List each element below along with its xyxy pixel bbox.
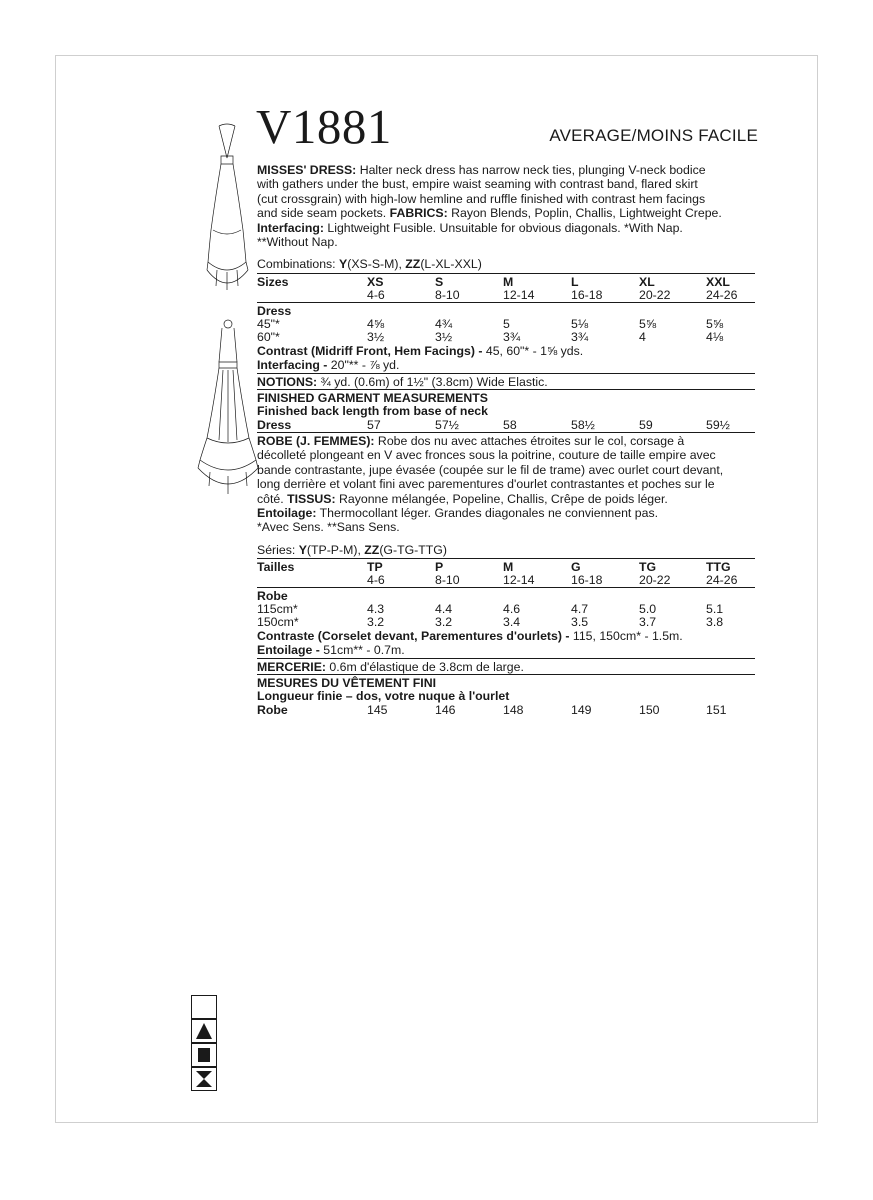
desc-line: décolleté plongeant en V avec fronces sous la poitrine, couture de taille empire avec bbox=[257, 448, 716, 463]
contraste-text: 115, 150cm* - 1.5m. bbox=[572, 629, 683, 643]
metrage-cell: 4.3 bbox=[367, 602, 385, 616]
size-cell: G bbox=[571, 560, 581, 574]
notions-text: ¾ yd. (0.6m) of 1½" (3.8cm) Wide Elastic. bbox=[320, 375, 548, 389]
size-number-cell: 12-14 bbox=[503, 573, 535, 587]
yardage-cell: 5⅝ bbox=[639, 317, 657, 331]
table-rule bbox=[257, 587, 755, 588]
size-cell: TTG bbox=[706, 560, 731, 574]
interfacing-text: Lightweight Fusible. Unsuitable for obvious diagonals. *With Nap. bbox=[323, 220, 683, 235]
combo-zz: ZZ bbox=[405, 257, 421, 271]
size-number-cell: 12-14 bbox=[503, 288, 535, 302]
mvf-robe-label: Robe bbox=[257, 703, 288, 717]
table-row bbox=[257, 602, 755, 616]
fgm-title: FINISHED GARMENT MEASUREMENTS bbox=[257, 391, 488, 405]
yardage-cell: 4 bbox=[639, 330, 646, 344]
metrage-cell: 3.5 bbox=[571, 615, 589, 629]
french-description bbox=[257, 434, 767, 535]
table-rule bbox=[257, 658, 755, 659]
notions-label: NOTIONS: bbox=[257, 375, 321, 389]
desc-title: MISSES' DRESS: bbox=[257, 163, 357, 177]
measurement-cell: 149 bbox=[571, 703, 592, 717]
table-row bbox=[257, 317, 755, 331]
fabrics-text: Rayon Blends, Poplin, Challis, Lightweight Crepe. bbox=[447, 206, 722, 221]
front-view-dress-illustration bbox=[205, 120, 250, 300]
table-rule bbox=[257, 558, 755, 559]
yardage-cell: 3¾ bbox=[571, 330, 589, 344]
size-cell: M bbox=[503, 275, 514, 289]
yardage-cell: 5⅝ bbox=[706, 317, 724, 331]
metrage-cell: 3.2 bbox=[435, 615, 453, 629]
yardage-cell: 3½ bbox=[367, 330, 385, 344]
metrage-cell: 3.8 bbox=[706, 615, 724, 629]
measurement-cell: 148 bbox=[503, 703, 524, 717]
sens-note: *Avec Sens. **Sans Sens. bbox=[257, 520, 400, 535]
size-cell: S bbox=[435, 275, 444, 289]
size-number-cell: 4-6 bbox=[367, 288, 385, 302]
square-icon bbox=[192, 1044, 216, 1066]
size-cell: P bbox=[435, 560, 444, 574]
fabrics-label: FABRICS: bbox=[389, 206, 448, 221]
yardage-cell: 3¾ bbox=[503, 330, 521, 344]
measurement-cell: 150 bbox=[639, 703, 660, 717]
desc-line: côté. bbox=[257, 491, 288, 506]
desc-line: long derrière et volant fini avec parementures d'ourlet contrastantes et poches sur le bbox=[257, 477, 715, 492]
pattern-number: V1881 bbox=[256, 99, 392, 154]
table-rule bbox=[257, 674, 755, 675]
table-rule bbox=[257, 273, 755, 274]
size-cell: TP bbox=[367, 560, 383, 574]
contrast-row bbox=[257, 344, 755, 358]
contrast-label: Contrast (Midriff Front, Hem Facings) - bbox=[257, 344, 486, 358]
measurement-cell: 57½ bbox=[435, 418, 459, 432]
interfacing-row-label: Interfacing - bbox=[257, 358, 331, 372]
size-number-cell: 24-26 bbox=[706, 573, 738, 587]
size-number-cell: 24-26 bbox=[706, 288, 738, 302]
desc-line: Halter neck dress has narrow neck ties, plunging V-neck bodice bbox=[356, 163, 706, 177]
size-number-cell: 20-22 bbox=[639, 288, 671, 302]
series-zz: ZZ bbox=[364, 543, 380, 557]
size-cell: XXL bbox=[706, 275, 730, 289]
series-line bbox=[257, 543, 447, 557]
yardage-cell: 4¾ bbox=[435, 317, 453, 331]
combo-y: Y bbox=[339, 257, 348, 271]
table-rule bbox=[257, 373, 755, 374]
series-y-sizes: (TP-P-M), bbox=[306, 543, 365, 557]
metrage-cell: 3.4 bbox=[503, 615, 521, 629]
entoilage-text: Thermocollant léger. Grandes diagonales ne conviennent pas. bbox=[316, 506, 659, 521]
entoilage-row-label: Entoilage - bbox=[257, 643, 324, 657]
mvf-title: MESURES DU VÊTEMENT FINI bbox=[257, 676, 437, 690]
measurement-cell: 151 bbox=[706, 703, 727, 717]
metrage-cell: 4.7 bbox=[571, 602, 589, 616]
size-number-cell: 20-22 bbox=[639, 573, 671, 587]
table-row bbox=[257, 418, 755, 432]
yardage-cell: 5 bbox=[503, 317, 510, 331]
measurement-cell: 58 bbox=[503, 418, 517, 432]
desc-line: bande contrastante, jupe évasée (coupée sur le fil de trame) avec ourlet court devant, bbox=[257, 462, 724, 477]
measurement-cell: 58½ bbox=[571, 418, 595, 432]
combo-y-sizes: (XS-S-M), bbox=[347, 257, 406, 271]
combinations-label: Combinations: bbox=[257, 257, 340, 271]
fabric-width-label: 45"* bbox=[257, 317, 280, 331]
contrast-text: 45, 60"* - 1⅝ yds. bbox=[485, 344, 584, 358]
interfacing-row bbox=[257, 358, 755, 372]
size-numbers-row bbox=[257, 288, 755, 302]
table-row bbox=[257, 615, 755, 629]
yardage-cell: 4⅛ bbox=[706, 330, 724, 344]
desc-line: with gathers under the bust, empire waist seaming with contrast band, flared skirt bbox=[257, 177, 698, 192]
sizes-label: Sizes bbox=[257, 275, 289, 289]
robe-label: Robe bbox=[257, 589, 288, 603]
measurement-cell: 59 bbox=[639, 418, 653, 432]
triangle-icon bbox=[192, 1020, 216, 1042]
desc-line: and side seam pockets. bbox=[257, 206, 390, 221]
table-rule bbox=[257, 389, 755, 390]
desc-title: ROBE (J. FEMMES): bbox=[257, 434, 375, 448]
measurement-cell: 146 bbox=[435, 703, 456, 717]
yardage-cell: 5⅛ bbox=[571, 317, 589, 331]
sizes-row bbox=[257, 275, 755, 289]
contraste-row bbox=[257, 629, 755, 643]
combo-zz-sizes: (L-XL-XXL) bbox=[420, 257, 482, 271]
notions-row bbox=[257, 375, 755, 389]
nap-note: **Without Nap. bbox=[257, 235, 338, 250]
series-y: Y bbox=[298, 543, 307, 557]
fabric-width-label: 115cm* bbox=[257, 602, 298, 616]
triangle-symbol-box bbox=[191, 1019, 217, 1043]
metrage-cell: 5.1 bbox=[706, 602, 724, 616]
metrage-cell: 4.4 bbox=[435, 602, 453, 616]
contraste-label: Contraste (Corselet devant, Parementures d'ourlets) - bbox=[257, 629, 573, 643]
size-cell: M bbox=[503, 560, 514, 574]
entoilage-label: Entoilage: bbox=[257, 506, 317, 521]
size-number-cell: 8-10 bbox=[435, 288, 460, 302]
size-numbers-row bbox=[257, 573, 755, 587]
metrage-cell: 5.0 bbox=[639, 602, 657, 616]
combinations-line bbox=[257, 257, 482, 271]
series-zz-sizes: (G-TG-TTG) bbox=[379, 543, 447, 557]
table-row bbox=[257, 703, 755, 717]
difficulty-level: AVERAGE/MOINS FACILE bbox=[549, 126, 758, 145]
interfacing-row-text: 20"** - ⅞ yd. bbox=[330, 358, 400, 372]
mercerie-label: MERCERIE: bbox=[257, 660, 330, 674]
size-cell: L bbox=[571, 275, 579, 289]
hourglass-icon bbox=[192, 1068, 216, 1090]
metrage-cell: 3.7 bbox=[639, 615, 657, 629]
english-description bbox=[257, 163, 767, 249]
measurement-cell: 145 bbox=[367, 703, 388, 717]
table-rule bbox=[257, 302, 755, 303]
fgm-dress-label: Dress bbox=[257, 418, 292, 432]
back-view-dress-illustration bbox=[195, 318, 261, 498]
square-symbol-box bbox=[191, 1043, 217, 1067]
dress-label-row bbox=[257, 304, 755, 318]
table-rule bbox=[257, 432, 755, 433]
measurement-cell: 59½ bbox=[706, 418, 730, 432]
size-cell: TG bbox=[639, 560, 657, 574]
fgm-subtitle: Finished back length from base of neck bbox=[257, 404, 488, 418]
size-number-cell: 4-6 bbox=[367, 573, 385, 587]
dress-label: Dress bbox=[257, 304, 292, 318]
interfacing-label: Interfacing: bbox=[257, 220, 324, 235]
desc-line: Robe dos nu avec attaches étroites sur le col, corsage à bbox=[374, 434, 685, 448]
tissus-text: Rayonne mélangée, Popeline, Challis, Crêpe de poids léger. bbox=[335, 491, 668, 506]
tissus-label: TISSUS: bbox=[287, 491, 336, 506]
robe-label-row bbox=[257, 589, 755, 603]
desc-line: (cut crossgrain) with high-low hemline and ruffle finished with contrast hem facings bbox=[257, 191, 706, 206]
yardage-cell: 3½ bbox=[435, 330, 453, 344]
yardage-cell: 4⅝ bbox=[367, 317, 385, 331]
entoilage-row-text: 51cm** - 0.7m. bbox=[323, 643, 405, 657]
sizes-label: Tailles bbox=[257, 560, 295, 574]
size-number-cell: 16-18 bbox=[571, 573, 603, 587]
sizes-row bbox=[257, 560, 755, 574]
hourglass-symbol-box bbox=[191, 1067, 217, 1091]
table-row bbox=[257, 330, 755, 344]
entoilage-row bbox=[257, 643, 755, 657]
size-number-cell: 16-18 bbox=[571, 288, 603, 302]
mercerie-text: 0.6m d'élastique de 3.8cm de large. bbox=[329, 660, 524, 674]
mvf-subtitle: Longueur finie – dos, votre nuque à l'ourlet bbox=[257, 689, 510, 703]
fabric-width-label: 150cm* bbox=[257, 615, 299, 629]
size-cell: XL bbox=[639, 275, 655, 289]
fabric-width-label: 60"* bbox=[257, 330, 280, 344]
metrage-cell: 3.2 bbox=[367, 615, 385, 629]
size-number-cell: 8-10 bbox=[435, 573, 460, 587]
measurement-cell: 57 bbox=[367, 418, 381, 432]
metrage-cell: 4.6 bbox=[503, 602, 521, 616]
mercerie-row bbox=[257, 660, 755, 674]
blank-symbol-box bbox=[191, 995, 217, 1019]
size-cell: XS bbox=[367, 275, 384, 289]
series-label: Séries: bbox=[257, 543, 299, 557]
